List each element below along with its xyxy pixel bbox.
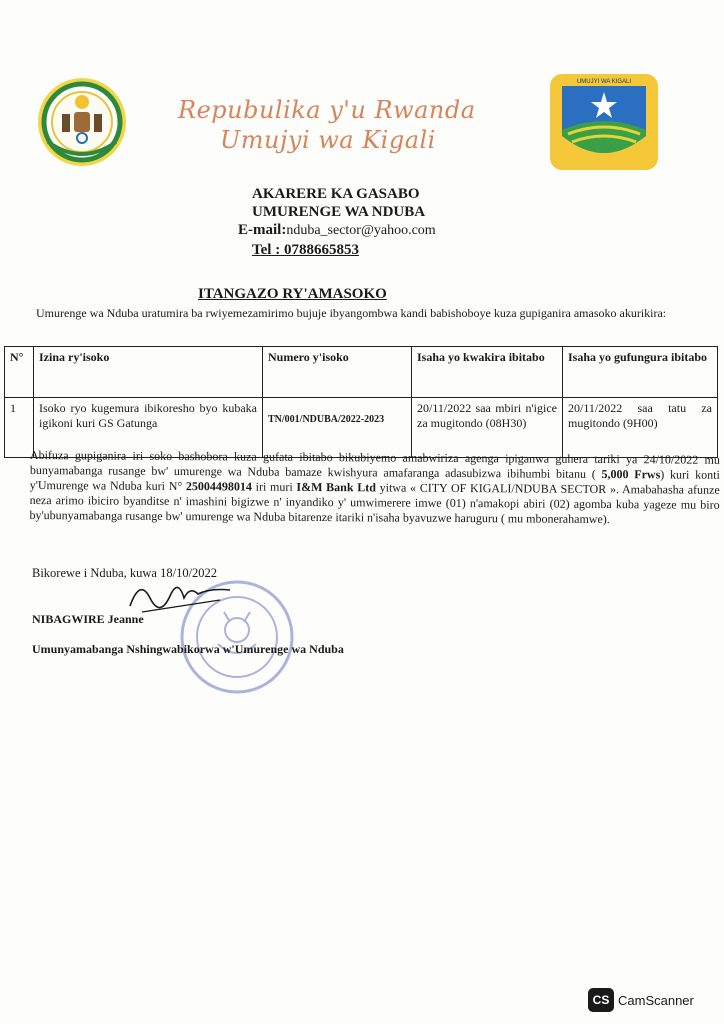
bank-name: I&M Bank Ltd xyxy=(296,479,376,495)
issue-date: Bikorewe i Nduba, kuwa 18/10/2022 xyxy=(32,566,218,580)
col-receive-time: Isaha yo kwakira ibitabo xyxy=(412,347,563,398)
intro-paragraph: Umurenge wa Nduba uratumira ba rwiyemezamirimo bujuje ibyangombwa kandi babishoboye kuza gupiganira amasoko akurikira: xyxy=(36,306,667,320)
signer-name: NIBAGWIRE Jeanne xyxy=(32,612,144,626)
row-opening-time: 20/11/2022 saa tatu za mugitondo (9H00) xyxy=(563,398,718,458)
col-opening-time: Isaha yo gufungura ibitabo xyxy=(563,347,718,398)
camscanner-watermark xyxy=(588,988,694,1012)
signer-position: Umunyamabanga Nshingwabikorwa w'Umurenge wa Nduba xyxy=(32,642,344,656)
camscanner-text: CamScanner xyxy=(618,992,694,1008)
announcement-title: ITANGAZO RY'AMASOKO xyxy=(198,286,387,302)
kigali-city-logo xyxy=(548,72,660,172)
city-heading: Umujyi wa Kigali xyxy=(220,126,436,154)
body-text-4: yitwa « CITY OF KIGALI/NDUBA SECTOR ». Amabahasha afunze neza arimo ibiciro byanditse n' imashini bigizwe n' inyandiko y' umwimerere imwe (01) n'amakopi abiri (02) agomba kuba yageze mu biro by'ubunyamabanga rusange bw' umurenge wa Nduba bitarenze itariki n'isaha byavuzwe haruguru ( mu mbonerahamwe). xyxy=(29,480,720,527)
kigali-logo-text: UMUJYI WA KIGALI xyxy=(576,79,632,85)
email-line xyxy=(238,222,436,239)
rwanda-emblem-logo xyxy=(34,76,130,168)
table-header-row xyxy=(5,347,718,398)
col-tender-number: Numero y'isoko xyxy=(263,347,412,398)
tender-table xyxy=(4,346,718,458)
email-label: E-mail: xyxy=(238,222,287,238)
row-tender-name: Isoko ryo kugemura ibikoresho byo kubaka igikoni kuri GS Gatunga xyxy=(34,398,263,458)
fee-amount: 5,000 Frws xyxy=(595,466,661,482)
district-name: AKARERE KA GASABO xyxy=(252,186,420,202)
row-tender-number: TN/001/NDUBA/2022-2023 xyxy=(263,398,412,458)
account-number: 25004498014 xyxy=(185,479,253,494)
camscanner-logo-icon: CS xyxy=(588,988,614,1012)
telephone: Tel : 0788665853 xyxy=(252,242,359,258)
body-text-2: ) kuri konti y'Umurenge wa Nduba kuri N° xyxy=(29,467,720,494)
row-receive-time: 20/11/2022 saa mbiri n'igice za mugitondo (08H30) xyxy=(412,398,563,458)
republic-heading: Repubulika y'u Rwanda xyxy=(178,96,476,124)
col-tender-name: Izina ry'isoko xyxy=(34,347,263,398)
col-number: N° xyxy=(5,347,34,398)
body-paragraph xyxy=(29,448,720,528)
email-address: nduba_sector@yahoo.com xyxy=(286,223,436,238)
signature xyxy=(120,568,240,618)
body-text-1: Abifuza gupiganira iri soko bashobora kuza gufata ibitabo bikubiyemo amabwiriza agenga ipiganwa guhera tariki ya 24/10/2022 mu bunyamabanga rusange bw' umurenge wa Nduba bamaze kwishyura amafaranga adasubizwa ibihumbi bitanu ( xyxy=(29,448,720,481)
sector-name: UMURENGE WA NDUBA xyxy=(252,204,426,220)
row-number: 1 xyxy=(5,398,34,458)
body-text-3: iri muri xyxy=(251,479,297,494)
